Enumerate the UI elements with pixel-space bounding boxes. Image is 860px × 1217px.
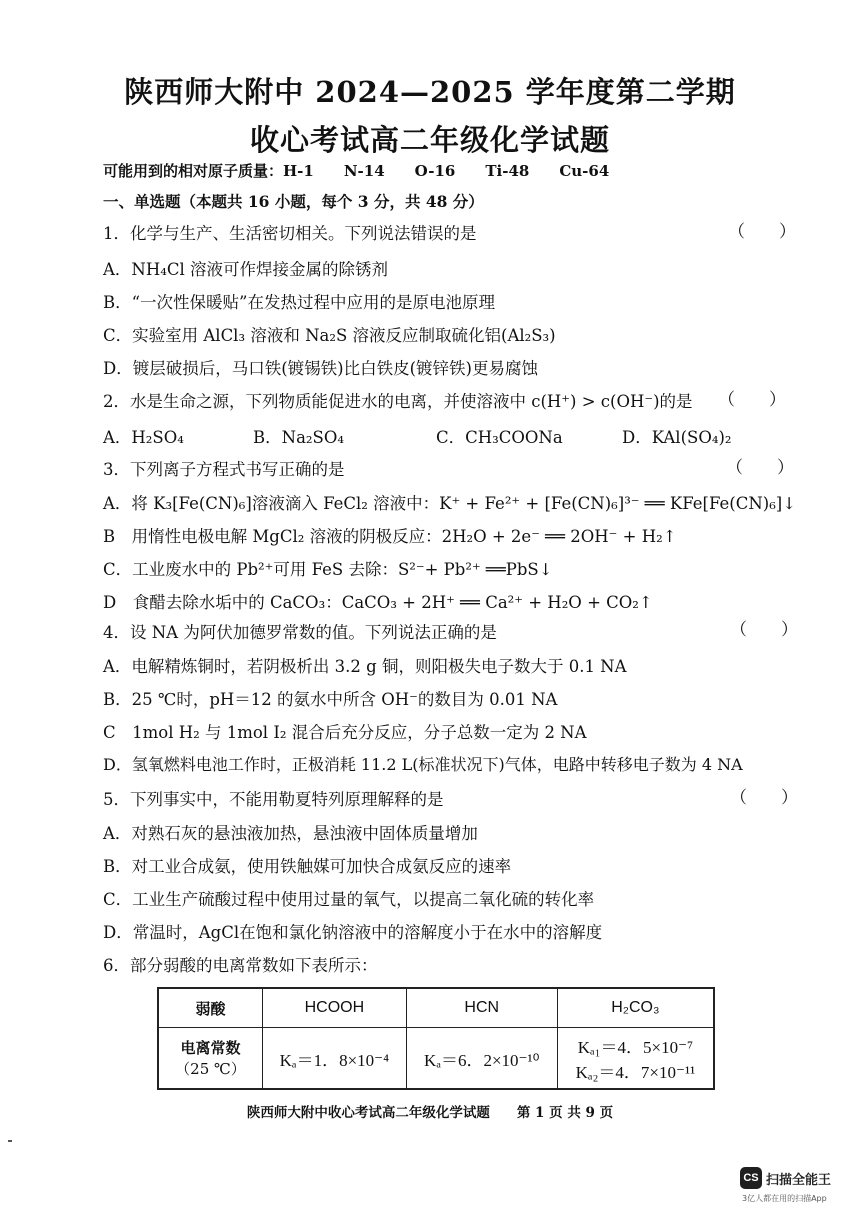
exam-subtitle: 收心考试高二年级化学试题 [249, 123, 610, 157]
table-header-row [158, 988, 714, 1028]
question-3-option-a: A．将 K₃[Fe(CN)₆]溶液滴入 FeCl₂ 溶液中：K⁺ + Fe²⁺ + [Fe(CN)₆]³⁻ ══ KFe[Fe(CN)₆]↓ [103, 494, 797, 513]
camscanner-logo-icon: CS [740, 1167, 762, 1189]
question-1-option-a: A．NH₄Cl 溶液可作焊接金属的除锈剂 [103, 260, 389, 279]
question-2-option-d: D．KAl(SO₄)₂ [622, 428, 732, 447]
question-1-option-b: B．“一次性保暖贴”在发热过程中应用的是原电池原理 [103, 293, 495, 312]
question-3-option-c: C．工业废水中的 Pb²⁺可用 FeS 去除：S²⁻+ Pb²⁺ ══PbS↓ [103, 560, 553, 579]
section-heading: 一、单选题（本题共 16 小题，每个 3 分，共 48 分） [103, 192, 484, 211]
table-header-cell: HCOOH [263, 988, 407, 1028]
question-2-option-c: C．CH₃COONa [436, 428, 563, 447]
atomic-masses: 可能用到的相对原子质量：H-1 N-14 O-16 Ti-48 Cu-64 [103, 162, 610, 180]
hcooh-constant: Kₐ＝1．8×10⁻⁴ [263, 1028, 407, 1090]
question-5-option-b: B．对工业合成氨，使用铁触媒可加快合成氨反应的速率 [103, 857, 512, 876]
question-3-option-b: B 用惰性电极电解 MgCl₂ 溶液的阴极反应：2H₂O + 2e⁻ ══ 2OH⁻ + H₂↑ [103, 527, 677, 546]
hcn-constant: Kₐ＝6．2×10⁻¹⁰ [406, 1028, 557, 1090]
h2co3-ka1: Kₐ₁＝4．5×10⁻⁷ [577, 1038, 694, 1057]
watermark-tagline: 3亿人都在用的扫描App [742, 1194, 827, 1203]
answer-paren: （ ） [730, 788, 798, 807]
question-5-option-c: C．工业生产硫酸过程中使用过量的氧气，以提高二氧化硫的转化率 [103, 890, 595, 909]
answer-paren: （ ） [726, 458, 794, 477]
question-4-option-b: B．25 ℃时，pH＝12 的氨水中所含 OH⁻的数目为 0.01 NA [103, 690, 558, 709]
question-4-option-d: D．氢氧燃料电池工作时，正极消耗 11.2 L(标准状况下)气体，电路中转移电子数为 4 NA [103, 755, 743, 774]
question-5-option-d: D．常温时，AgCl在饱和氯化钠溶液中的溶解度小于在水中的溶解度 [103, 923, 603, 942]
page-footer: 陕西师大附中收心考试高二年级化学试题 第 1 页 共 9 页 [246, 1105, 614, 1121]
scan-speck [8, 1140, 12, 1142]
question-1-option-c: C．实验室用 AlCl₃ 溶液和 Na₂S 溶液反应制取硫化铝(Al₂S₃) [103, 326, 556, 345]
row-label-temp: （25 ℃） [175, 1060, 246, 1078]
question-1-option-d: D．镀层破损后，马口铁(镀锡铁)比白铁皮(镀锌铁)更易腐蚀 [103, 359, 538, 378]
question-4-option-a: A．电解精炼铜时，若阴极析出 3.2 g 铜，则阳极失电子数大于 0.1 NA [103, 657, 627, 676]
row-label: 电离常数 [180, 1039, 241, 1057]
table-header-cell: 弱酸 [158, 988, 263, 1028]
question-2-option-a: A．H₂SO₄ [103, 428, 184, 447]
table-header-cell: H₂CO₃ [557, 988, 714, 1028]
ionization-constant-table [157, 987, 715, 1090]
question-6-stem: 6．部分弱酸的电离常数如下表所示： [103, 956, 378, 975]
row-label-cell [158, 1028, 263, 1090]
h2co3-ka2: Kₐ₂＝4．7×10⁻¹¹ [575, 1063, 696, 1082]
answer-paren: （ ） [730, 620, 798, 639]
exam-title: 陕西师大附中 2024—2025 学年度第二学期 [124, 75, 736, 109]
question-4-option-c: C 1mol H₂ 与 1mol I₂ 混合后充分反应，分子总数一定为 2 NA [103, 723, 587, 742]
table-header-cell: HCN [406, 988, 557, 1028]
watermark-name: 扫描全能王 [766, 1172, 832, 1188]
h2co3-constant-cell [557, 1028, 714, 1090]
question-4-stem: 4．设 NA 为阿伏加德罗常数的值。下列说法正确的是 [103, 623, 497, 642]
question-2-option-b: B．Na₂SO₄ [253, 428, 344, 447]
answer-paren: （ ） [718, 390, 786, 409]
question-3-option-d: D 食醋去除水垢中的 CaCO₃：CaCO₃ + 2H⁺ ══ Ca²⁺ + H₂O + CO₂↑ [103, 593, 653, 612]
question-3-stem: 3．下列离子方程式书写正确的是 [103, 460, 345, 479]
question-1-stem: 1．化学与生产、生活密切相关。下列说法错误的是 [103, 224, 477, 243]
question-5-option-a: A．对熟石灰的悬浊液加热，悬浊液中固体质量增加 [103, 824, 478, 843]
question-2-stem: 2．水是生命之源，下列物质能促进水的电离，并使溶液中 c(H⁺) > c(OH⁻)的是 [103, 392, 693, 411]
question-5-stem: 5．下列事实中，不能用勒夏特列原理解释的是 [103, 790, 444, 809]
answer-paren: （ ） [728, 222, 796, 241]
table-row [158, 1028, 714, 1090]
scanner-watermark [740, 1167, 831, 1189]
